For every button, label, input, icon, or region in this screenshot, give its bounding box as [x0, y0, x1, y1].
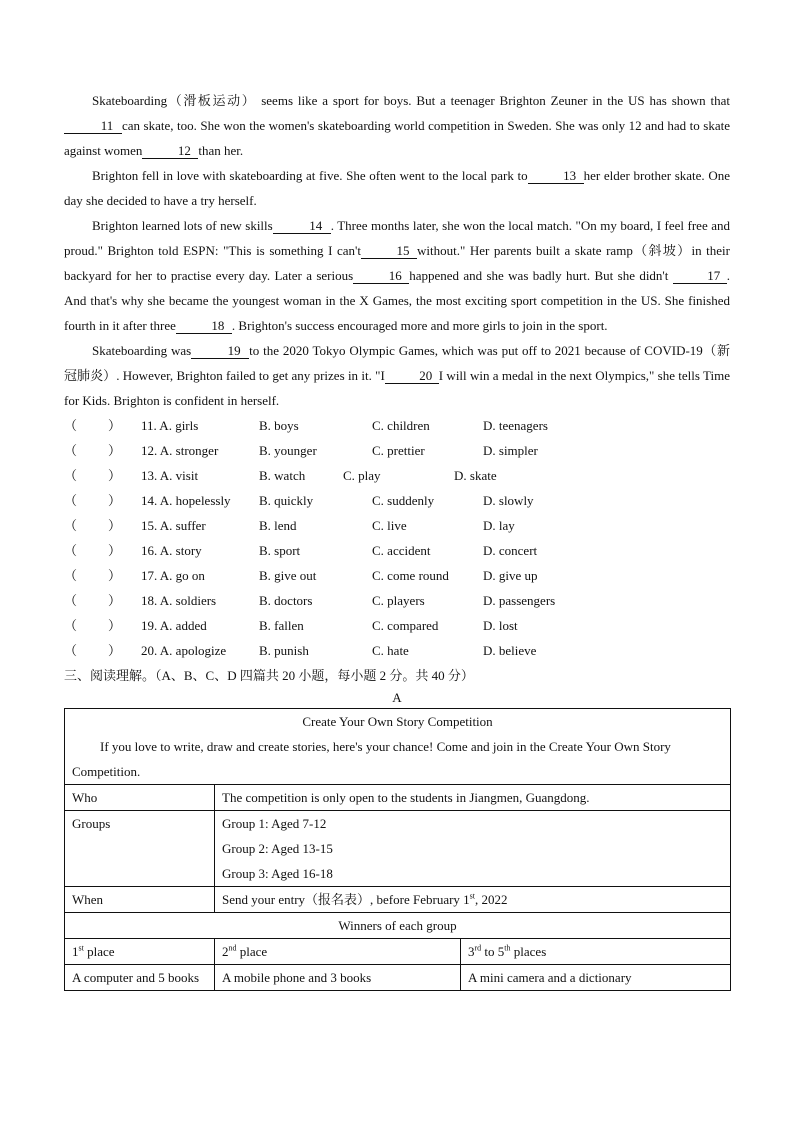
- section-3-title: 三、阅读理解。（A、B、C、D 四篇共 20 小题，每小题 2 分。共 40 分）: [64, 668, 474, 683]
- text: . Brighton's success encouraged more and more girls to join in the sport.: [231, 318, 608, 333]
- who-label: Who: [65, 785, 215, 811]
- table-row: [65, 785, 731, 811]
- answer-slot[interactable]: （ ）: [64, 543, 122, 558]
- answer-slot[interactable]: （ ）: [64, 568, 122, 583]
- table-header-cell: [65, 709, 731, 785]
- option-b: B. lend: [259, 518, 297, 533]
- question-list: [64, 413, 730, 663]
- question-18: [64, 588, 730, 613]
- question-13: [64, 463, 730, 488]
- groups-label: Groups: [65, 811, 215, 887]
- place-3-5: 3rd to 5th places: [461, 939, 731, 965]
- table-row: [65, 887, 731, 913]
- option-d: D. teenagers: [483, 418, 548, 433]
- paragraph-1: [64, 88, 730, 163]
- text: can skate, too. She won the women's skateboarding world competition in Sweden. She was only 12 and had to skate against women: [64, 118, 730, 158]
- option-d: D. give up: [483, 568, 538, 583]
- when-value: Send your entry（报名表）, before February 1st, 2022: [215, 887, 731, 913]
- blank-14: 14: [273, 219, 331, 234]
- answer-slot[interactable]: （ ）: [64, 418, 122, 433]
- place-1: 1st place: [65, 939, 215, 965]
- answer-slot[interactable]: （ ）: [64, 493, 122, 508]
- option-d: D. skate: [454, 468, 497, 483]
- answer-slot[interactable]: （ ）: [64, 468, 122, 483]
- table-header-row: [65, 709, 731, 785]
- option-b: B. sport: [259, 543, 301, 558]
- question-12: [64, 438, 730, 463]
- text: than her.: [198, 143, 244, 158]
- who-value: The competition is only open to the students in Jiangmen, Guangdong.: [215, 785, 731, 811]
- table-row: [65, 965, 731, 991]
- blank-19: 19: [191, 344, 249, 359]
- blank-20: 20: [385, 369, 439, 384]
- answer-slot[interactable]: （ ）: [64, 618, 122, 633]
- text: Brighton fell in love with skateboarding at five. She often went to the local park to: [92, 168, 528, 183]
- option-c: C. prettier: [372, 443, 425, 458]
- paragraph-2: [64, 163, 730, 213]
- option-a: 16. A. story: [141, 543, 202, 558]
- answer-slot[interactable]: （ ）: [64, 518, 122, 533]
- text: to the 2020 Tokyo Olympic Games, which was put off to 2021 because of COVID-19（新冠肺炎）. However, Brighton failed to get any prizes in it. "I: [64, 343, 731, 383]
- table-intro: If you love to write, draw and create stories, here's your chance! Come and join in the Create Your Own Story Competition.: [72, 739, 671, 779]
- option-c: C. accident: [372, 543, 431, 558]
- question-15: [64, 513, 730, 538]
- blank-15: 15: [361, 244, 417, 259]
- when-label: When: [65, 887, 215, 913]
- question-14: [64, 488, 730, 513]
- option-b: B. doctors: [259, 593, 313, 608]
- blank-13: 13: [528, 169, 584, 184]
- paragraph-4: [64, 338, 730, 413]
- option-b: B. quickly: [259, 493, 314, 508]
- group-1: Group 1: Aged 7-12: [222, 816, 327, 831]
- winners-title: Winners of each group: [65, 913, 731, 939]
- answer-slot[interactable]: （ ）: [64, 593, 122, 608]
- option-a: 11. A. girls: [141, 418, 199, 433]
- option-c: C. compared: [372, 618, 439, 633]
- option-b: B. younger: [259, 443, 317, 458]
- option-c: C. players: [372, 593, 425, 608]
- prize-2: A mobile phone and 3 books: [215, 965, 461, 991]
- blank-18: 18: [176, 319, 232, 334]
- option-d: D. passengers: [483, 593, 556, 608]
- option-a: 12. A. stronger: [141, 443, 219, 458]
- option-c: C. come round: [372, 568, 449, 583]
- option-b: B. fallen: [259, 618, 304, 633]
- option-d: D. lost: [483, 618, 518, 633]
- blank-12: 12: [142, 144, 198, 159]
- text: I will win a medal in the next Olympics," she tells Time for Kids. Brighton is confident in herself.: [64, 368, 731, 408]
- question-16: [64, 538, 730, 563]
- question-19: [64, 613, 730, 638]
- passage-a-label: A: [392, 690, 402, 705]
- option-a: 13. A. visit: [141, 468, 199, 483]
- blank-16: 16: [353, 269, 409, 284]
- blank-17: 17: [673, 269, 727, 284]
- group-3: Group 3: Aged 16-18: [222, 866, 333, 881]
- option-c: C. suddenly: [372, 493, 435, 508]
- option-b: B. punish: [259, 643, 309, 658]
- option-c: C. live: [372, 518, 407, 533]
- option-d: D. slowly: [483, 493, 534, 508]
- paragraph-3: [64, 213, 730, 338]
- option-a: 20. A. apologize: [141, 643, 227, 658]
- option-a: 19. A. added: [141, 618, 207, 633]
- prize-1: A computer and 5 books: [65, 965, 215, 991]
- option-a: 14. A. hopelessly: [141, 493, 231, 508]
- option-a: 18. A. soldiers: [141, 593, 217, 608]
- groups-value: [215, 811, 731, 887]
- question-20: [64, 638, 730, 663]
- option-d: D. concert: [483, 543, 538, 558]
- option-c: C. hate: [372, 643, 409, 658]
- question-11: [64, 413, 730, 438]
- text: without." Her parents built a skate ramp（斜坡）in their backyard for her to practise every day. Later a serious: [64, 243, 730, 283]
- option-a: 15. A. suffer: [141, 518, 206, 533]
- cloze-passage: [64, 88, 730, 413]
- answer-slot[interactable]: （ ）: [64, 643, 122, 658]
- group-2: Group 2: Aged 13-15: [222, 841, 333, 856]
- option-b: B. give out: [259, 568, 317, 583]
- option-b: B. watch: [259, 468, 306, 483]
- text: happened and she was badly hurt. But she didn't: [409, 268, 669, 283]
- option-c: C. children: [372, 418, 430, 433]
- prize-3: A mini camera and a dictionary: [461, 965, 731, 991]
- option-d: D. simpler: [483, 443, 538, 458]
- option-d: D. believe: [483, 643, 537, 658]
- text: . And that's why she became the youngest woman in the X Games, the most exciting sport competition in the US. She finished fourth in it after three: [64, 268, 731, 333]
- text: . Three months later, she won the local match. "On my board, I feel free and proud." Brighton told ESPN: "This is something I can't: [64, 218, 730, 258]
- text: Skateboarding（滑板运动） seems like a sport for boys. But a teenager Brighton Zeuner in the US has shown that: [92, 93, 730, 108]
- table-row: [65, 939, 731, 965]
- answer-slot[interactable]: （ ）: [64, 443, 122, 458]
- blank-11: 11: [64, 119, 122, 134]
- text: Brighton learned lots of new skills: [92, 218, 273, 233]
- place-2: 2nd place: [215, 939, 461, 965]
- text: Skateboarding was: [92, 343, 192, 358]
- competition-table: [64, 708, 731, 991]
- option-b: B. boys: [259, 418, 299, 433]
- exam-page: [64, 88, 730, 991]
- table-title: Create Your Own Story Competition: [302, 714, 493, 729]
- option-c: C. play: [343, 468, 381, 483]
- text: her elder brother skate. One day she decided to have a try herself.: [64, 168, 730, 208]
- table-row: [65, 913, 731, 939]
- option-a: 17. A. go on: [141, 568, 205, 583]
- question-17: [64, 563, 730, 588]
- option-d: D. lay: [483, 518, 515, 533]
- table-row: [65, 811, 731, 887]
